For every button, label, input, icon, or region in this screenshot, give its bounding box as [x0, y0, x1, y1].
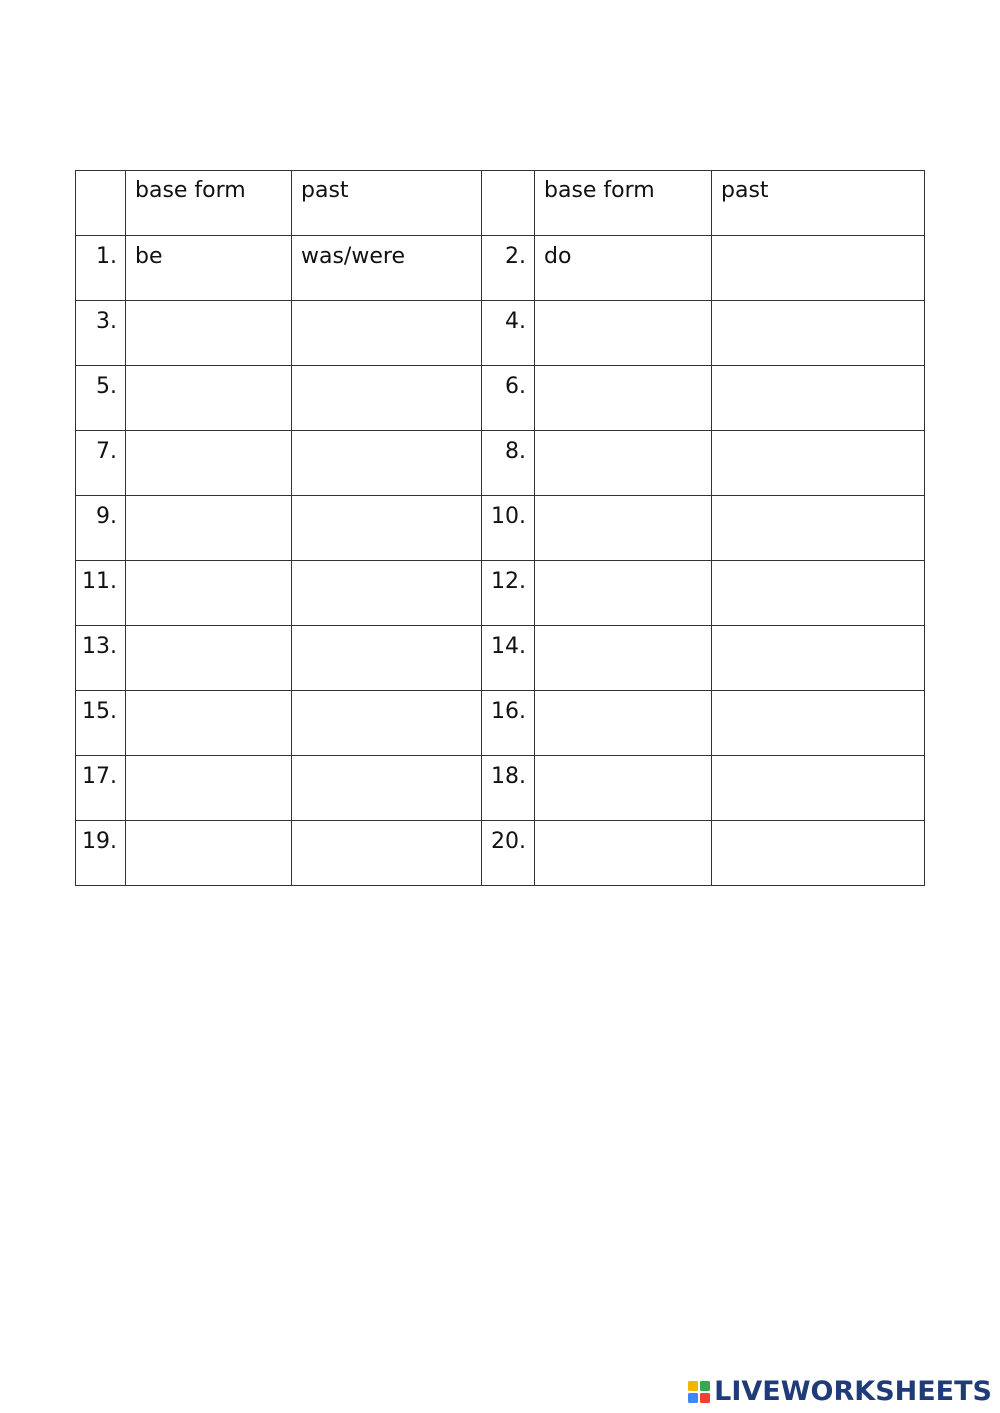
past-input-left[interactable] [292, 431, 482, 496]
row-number-left: 1. [76, 236, 126, 301]
row-number-right: 16. [482, 691, 535, 756]
row-number-right: 12. [482, 561, 535, 626]
base-form-input-right[interactable] [535, 366, 712, 431]
past-input-left[interactable] [292, 821, 482, 886]
base-form-input-right[interactable] [535, 626, 712, 691]
row-number-right: 6. [482, 366, 535, 431]
row-number-right: 10. [482, 496, 535, 561]
base-form-input-left[interactable] [126, 301, 292, 366]
row-number-left: 13. [76, 626, 126, 691]
header-number-cell-left [76, 171, 126, 236]
brand-wordmark: LIVEWORKSHEETS [714, 1376, 992, 1407]
past-input-right[interactable] [712, 496, 925, 561]
row-number-right: 20. [482, 821, 535, 886]
row-number-right: 14. [482, 626, 535, 691]
past-input-left[interactable] [292, 496, 482, 561]
row-number-left: 7. [76, 431, 126, 496]
base-form-input-left[interactable] [126, 496, 292, 561]
base-form-cell-left: be [126, 236, 292, 301]
base-form-input-left[interactable] [126, 366, 292, 431]
row-number-left: 5. [76, 366, 126, 431]
table-row [76, 236, 925, 301]
past-input-left[interactable] [292, 691, 482, 756]
table-row [76, 626, 925, 691]
base-form-input-left[interactable] [126, 626, 292, 691]
past-input-right[interactable] [712, 301, 925, 366]
row-number-left: 19. [76, 821, 126, 886]
base-form-cell-right: do [535, 236, 712, 301]
base-form-input-right[interactable] [535, 431, 712, 496]
row-number-right: 2. [482, 236, 535, 301]
past-input-right[interactable] [712, 561, 925, 626]
past-input-right[interactable] [712, 691, 925, 756]
table-row [76, 366, 925, 431]
header-past-left: past [292, 171, 482, 236]
liveworksheets-brand [687, 1376, 992, 1407]
past-input-left[interactable] [292, 366, 482, 431]
base-form-input-right[interactable] [535, 821, 712, 886]
row-number-left: 15. [76, 691, 126, 756]
past-cell-left: was/were [292, 236, 482, 301]
table-row [76, 821, 925, 886]
row-number-left: 17. [76, 756, 126, 821]
header-base-form-right: base form [535, 171, 712, 236]
past-input-left[interactable] [292, 561, 482, 626]
row-number-right: 8. [482, 431, 535, 496]
row-number-right: 4. [482, 301, 535, 366]
header-number-cell-right [482, 171, 535, 236]
base-form-input-right[interactable] [535, 561, 712, 626]
base-form-input-left[interactable] [126, 691, 292, 756]
table-header-row [76, 171, 925, 236]
table-row [76, 691, 925, 756]
base-form-input-left[interactable] [126, 756, 292, 821]
past-input-left[interactable] [292, 626, 482, 691]
past-input-right[interactable] [712, 756, 925, 821]
header-past-right: past [712, 171, 925, 236]
past-input-right[interactable] [712, 821, 925, 886]
past-input-right[interactable] [712, 626, 925, 691]
table-row [76, 756, 925, 821]
row-number-left: 9. [76, 496, 126, 561]
base-form-input-right[interactable] [535, 756, 712, 821]
past-input-right[interactable] [712, 431, 925, 496]
past-input-right[interactable] [712, 366, 925, 431]
base-form-input-left[interactable] [126, 821, 292, 886]
row-number-left: 3. [76, 301, 126, 366]
table-row [76, 431, 925, 496]
table-row [76, 561, 925, 626]
base-form-input-left[interactable] [126, 561, 292, 626]
base-form-input-right[interactable] [535, 301, 712, 366]
liveworksheets-logo-icon [687, 1380, 711, 1404]
table-row [76, 496, 925, 561]
base-form-input-right[interactable] [535, 496, 712, 561]
row-number-right: 18. [482, 756, 535, 821]
verb-forms-table [75, 170, 925, 886]
base-form-input-right[interactable] [535, 691, 712, 756]
past-input-left[interactable] [292, 301, 482, 366]
past-input-right[interactable] [712, 236, 925, 301]
header-base-form-left: base form [126, 171, 292, 236]
base-form-input-left[interactable] [126, 431, 292, 496]
row-number-left: 11. [76, 561, 126, 626]
table-row [76, 301, 925, 366]
past-input-left[interactable] [292, 756, 482, 821]
